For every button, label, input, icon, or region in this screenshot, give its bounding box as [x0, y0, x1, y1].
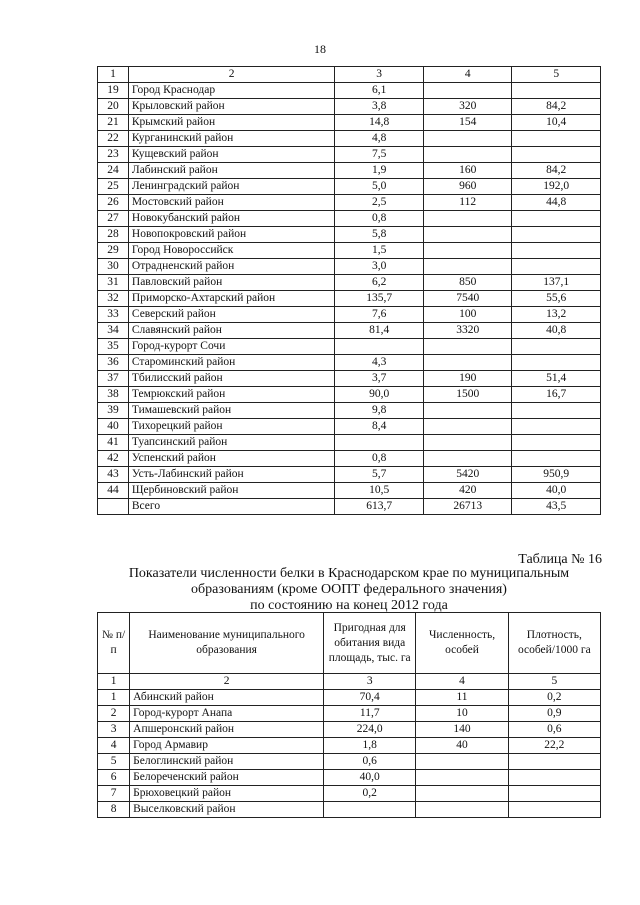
- district-name: Город-курорт Анапа: [130, 706, 324, 722]
- area-value: 7,5: [335, 147, 424, 163]
- area-value: 1,8: [324, 738, 416, 754]
- density-value: 40,8: [512, 323, 601, 339]
- district-name: Тимашевский район: [128, 403, 335, 419]
- district-name: Ленинградский район: [128, 179, 335, 195]
- col-header-name: Наименование муниципального образования: [130, 613, 324, 674]
- table-row: [98, 754, 601, 770]
- count-value: [416, 786, 508, 802]
- count-value: [423, 131, 512, 147]
- density-value: [512, 355, 601, 371]
- district-name: Брюховецкий район: [130, 786, 324, 802]
- index-cell: 4: [416, 674, 508, 690]
- density-value: 10,4: [512, 115, 601, 131]
- district-name: Усть-Лабинский район: [128, 467, 335, 483]
- district-name: Староминский район: [128, 355, 335, 371]
- area-value: 9,8: [335, 403, 424, 419]
- row-number: 8: [98, 802, 130, 818]
- district-name: Город-курорт Сочи: [128, 339, 335, 355]
- district-name: Мостовский район: [128, 195, 335, 211]
- area-value: 4,3: [335, 355, 424, 371]
- table-row: [98, 83, 601, 99]
- count-value: [423, 435, 512, 451]
- count-value: [423, 83, 512, 99]
- area-value: 70,4: [324, 690, 416, 706]
- area-value: [335, 339, 424, 355]
- count-value: 160: [423, 163, 512, 179]
- district-name: Абинский район: [130, 690, 324, 706]
- row-number: 40: [98, 419, 129, 435]
- density-value: 950,9: [512, 467, 601, 483]
- row-number: 23: [98, 147, 129, 163]
- area-value: 3,0: [335, 259, 424, 275]
- area-value: 14,8: [335, 115, 424, 131]
- row-number: 7: [98, 786, 130, 802]
- area-value: 6,1: [335, 83, 424, 99]
- row-number: 29: [98, 243, 129, 259]
- area-value: 613,7: [335, 499, 424, 515]
- table-index-row: [98, 674, 601, 690]
- count-value: [416, 770, 508, 786]
- count-value: [423, 419, 512, 435]
- count-value: 850: [423, 275, 512, 291]
- district-name: Апшеронский район: [130, 722, 324, 738]
- density-value: 13,2: [512, 307, 601, 323]
- table-row: [98, 179, 601, 195]
- count-value: [416, 754, 508, 770]
- district-name: Кущевский район: [128, 147, 335, 163]
- row-number: 3: [98, 722, 130, 738]
- district-name: Лабинский район: [128, 163, 335, 179]
- row-number: 36: [98, 355, 129, 371]
- table-row: [98, 451, 601, 467]
- col-header-area: Пригодная для обитания вида площадь, тыс. га: [324, 613, 416, 674]
- table-row: [98, 275, 601, 291]
- district-name: Новопокровский район: [128, 227, 335, 243]
- row-number: 37: [98, 371, 129, 387]
- district-name: Щербиновский район: [128, 483, 335, 499]
- district-name: Крымский район: [128, 115, 335, 131]
- table-row: [98, 211, 601, 227]
- row-number: 41: [98, 435, 129, 451]
- area-value: 3,8: [335, 99, 424, 115]
- row-number: 44: [98, 483, 129, 499]
- density-value: 0,2: [508, 690, 600, 706]
- district-name: Павловский район: [128, 275, 335, 291]
- district-name: Славянский район: [128, 323, 335, 339]
- row-number: 22: [98, 131, 129, 147]
- count-value: 5420: [423, 467, 512, 483]
- table-row: [98, 99, 601, 115]
- table-row: [98, 770, 601, 786]
- table-row: [98, 690, 601, 706]
- district-name: Всего: [128, 499, 335, 515]
- count-value: 112: [423, 195, 512, 211]
- district-name: Город Армавир: [130, 738, 324, 754]
- row-number: 43: [98, 467, 129, 483]
- table-row: [98, 291, 601, 307]
- table-continuation: [97, 66, 601, 515]
- table-row: [98, 131, 601, 147]
- density-value: [512, 339, 601, 355]
- table-index-row: [98, 67, 601, 83]
- area-value: 81,4: [335, 323, 424, 339]
- area-value: 5,0: [335, 179, 424, 195]
- density-value: [512, 419, 601, 435]
- col-header-count: Численность, особей: [416, 613, 508, 674]
- area-value: 11,7: [324, 706, 416, 722]
- density-value: 22,2: [508, 738, 600, 754]
- density-value: [512, 435, 601, 451]
- area-value: 8,4: [335, 419, 424, 435]
- row-number: 5: [98, 754, 130, 770]
- count-value: 420: [423, 483, 512, 499]
- district-name: Тбилисский район: [128, 371, 335, 387]
- count-value: 1500: [423, 387, 512, 403]
- area-value: 6,2: [335, 275, 424, 291]
- count-value: 7540: [423, 291, 512, 307]
- count-value: 40: [416, 738, 508, 754]
- table-row: [98, 419, 601, 435]
- table-row: [98, 467, 601, 483]
- district-name: Новокубанский район: [128, 211, 335, 227]
- area-value: 0,8: [335, 211, 424, 227]
- table-row: [98, 147, 601, 163]
- row-number: 42: [98, 451, 129, 467]
- density-value: [508, 786, 600, 802]
- index-cell: 2: [128, 67, 335, 83]
- density-value: [512, 451, 601, 467]
- table-row: [98, 786, 601, 802]
- table-row: [98, 499, 601, 515]
- count-value: 154: [423, 115, 512, 131]
- district-name: Отрадненский район: [128, 259, 335, 275]
- table-row: [98, 307, 601, 323]
- table-title-line-2: образованиям (кроме ООПТ федерального значения): [191, 582, 507, 597]
- district-name: Выселковский район: [130, 802, 324, 818]
- table-row: [98, 483, 601, 499]
- district-name: Приморско-Ахтарский район: [128, 291, 335, 307]
- count-value: [423, 403, 512, 419]
- density-value: [508, 770, 600, 786]
- row-number: 6: [98, 770, 130, 786]
- count-value: 26713: [423, 499, 512, 515]
- count-value: 960: [423, 179, 512, 195]
- density-value: 44,8: [512, 195, 601, 211]
- index-cell: 1: [98, 674, 130, 690]
- density-value: [512, 131, 601, 147]
- district-name: Темрюкский район: [128, 387, 335, 403]
- table-column-headers: [98, 613, 601, 674]
- count-value: 100: [423, 307, 512, 323]
- index-cell: 2: [130, 674, 324, 690]
- area-value: 3,7: [335, 371, 424, 387]
- density-value: [512, 211, 601, 227]
- area-value: 2,5: [335, 195, 424, 211]
- count-value: [423, 339, 512, 355]
- count-value: 320: [423, 99, 512, 115]
- table-title-line-3: по состоянию на конец 2012 года: [250, 598, 448, 613]
- count-value: 190: [423, 371, 512, 387]
- table-row: [98, 323, 601, 339]
- table-row: [98, 435, 601, 451]
- area-value: 4,8: [335, 131, 424, 147]
- density-value: 0,6: [508, 722, 600, 738]
- row-number: 30: [98, 259, 129, 275]
- district-name: Город Новороссийск: [128, 243, 335, 259]
- row-number: 2: [98, 706, 130, 722]
- table-row: [98, 738, 601, 754]
- density-value: 16,7: [512, 387, 601, 403]
- row-number: 32: [98, 291, 129, 307]
- table-row: [98, 722, 601, 738]
- col-header-number: № п/п: [98, 613, 130, 674]
- area-value: 40,0: [324, 770, 416, 786]
- count-value: 3320: [423, 323, 512, 339]
- density-value: [508, 754, 600, 770]
- row-number: [98, 499, 129, 515]
- density-value: [512, 147, 601, 163]
- row-number: 1: [98, 690, 130, 706]
- table-row: [98, 227, 601, 243]
- count-value: [423, 355, 512, 371]
- density-value: 0,9: [508, 706, 600, 722]
- page-number: 18: [314, 42, 326, 56]
- row-number: 33: [98, 307, 129, 323]
- density-value: [512, 243, 601, 259]
- row-number: 39: [98, 403, 129, 419]
- table-row: [98, 115, 601, 131]
- area-value: 0,8: [335, 451, 424, 467]
- row-number: 4: [98, 738, 130, 754]
- density-value: 84,2: [512, 99, 601, 115]
- density-value: [512, 403, 601, 419]
- area-value: 10,5: [335, 483, 424, 499]
- row-number: 28: [98, 227, 129, 243]
- district-name: Белореченский район: [130, 770, 324, 786]
- area-value: 1,5: [335, 243, 424, 259]
- district-name: Город Краснодар: [128, 83, 335, 99]
- count-value: [423, 243, 512, 259]
- area-value: 0,2: [324, 786, 416, 802]
- index-cell: 3: [335, 67, 424, 83]
- district-name: Туапсинский район: [128, 435, 335, 451]
- count-value: [416, 802, 508, 818]
- row-number: 20: [98, 99, 129, 115]
- count-value: 140: [416, 722, 508, 738]
- row-number: 35: [98, 339, 129, 355]
- density-value: 192,0: [512, 179, 601, 195]
- row-number: 31: [98, 275, 129, 291]
- table-row: [98, 403, 601, 419]
- area-value: 224,0: [324, 722, 416, 738]
- row-number: 38: [98, 387, 129, 403]
- row-number: 21: [98, 115, 129, 131]
- row-number: 24: [98, 163, 129, 179]
- count-value: [423, 147, 512, 163]
- density-value: 40,0: [512, 483, 601, 499]
- row-number: 27: [98, 211, 129, 227]
- index-cell: 3: [324, 674, 416, 690]
- table-title-line-1: Показатели численности белки в Краснодарском крае по муниципальным: [128, 566, 570, 581]
- table-row: [98, 371, 601, 387]
- count-value: [423, 211, 512, 227]
- density-value: [508, 802, 600, 818]
- district-name: Успенский район: [128, 451, 335, 467]
- area-value: [335, 435, 424, 451]
- district-name: Тихорецкий район: [128, 419, 335, 435]
- area-value: 135,7: [335, 291, 424, 307]
- row-number: 34: [98, 323, 129, 339]
- density-value: 55,6: [512, 291, 601, 307]
- row-number: 25: [98, 179, 129, 195]
- density-value: 137,1: [512, 275, 601, 291]
- index-cell: 5: [508, 674, 600, 690]
- table-row: [98, 243, 601, 259]
- col-header-density: Плотность, особей/1000 га: [508, 613, 600, 674]
- table-row: [98, 195, 601, 211]
- table-row: [98, 259, 601, 275]
- district-name: Белоглинский район: [130, 754, 324, 770]
- density-value: [512, 259, 601, 275]
- count-value: [423, 227, 512, 243]
- district-name: Северский район: [128, 307, 335, 323]
- index-cell: 4: [423, 67, 512, 83]
- district-name: Курганинский район: [128, 131, 335, 147]
- area-value: 5,7: [335, 467, 424, 483]
- density-value: 51,4: [512, 371, 601, 387]
- count-value: [423, 259, 512, 275]
- area-value: 1,9: [335, 163, 424, 179]
- row-number: 26: [98, 195, 129, 211]
- density-value: [512, 227, 601, 243]
- area-value: 90,0: [335, 387, 424, 403]
- area-value: [324, 802, 416, 818]
- area-value: 7,6: [335, 307, 424, 323]
- table-row: [98, 706, 601, 722]
- table-squirrel: [97, 612, 601, 818]
- row-number: 19: [98, 83, 129, 99]
- area-value: 0,6: [324, 754, 416, 770]
- table-row: [98, 355, 601, 371]
- count-value: [423, 451, 512, 467]
- density-value: 43,5: [512, 499, 601, 515]
- table-row: [98, 387, 601, 403]
- table-row: [98, 802, 601, 818]
- count-value: 10: [416, 706, 508, 722]
- area-value: 5,8: [335, 227, 424, 243]
- count-value: 11: [416, 690, 508, 706]
- table-title: [97, 566, 601, 614]
- district-name: Крыловский район: [128, 99, 335, 115]
- table-row: [98, 339, 601, 355]
- density-value: [512, 83, 601, 99]
- index-cell: 1: [98, 67, 129, 83]
- index-cell: 5: [512, 67, 601, 83]
- table-label: Таблица № 16: [518, 552, 602, 567]
- table-row: [98, 163, 601, 179]
- density-value: 84,2: [512, 163, 601, 179]
